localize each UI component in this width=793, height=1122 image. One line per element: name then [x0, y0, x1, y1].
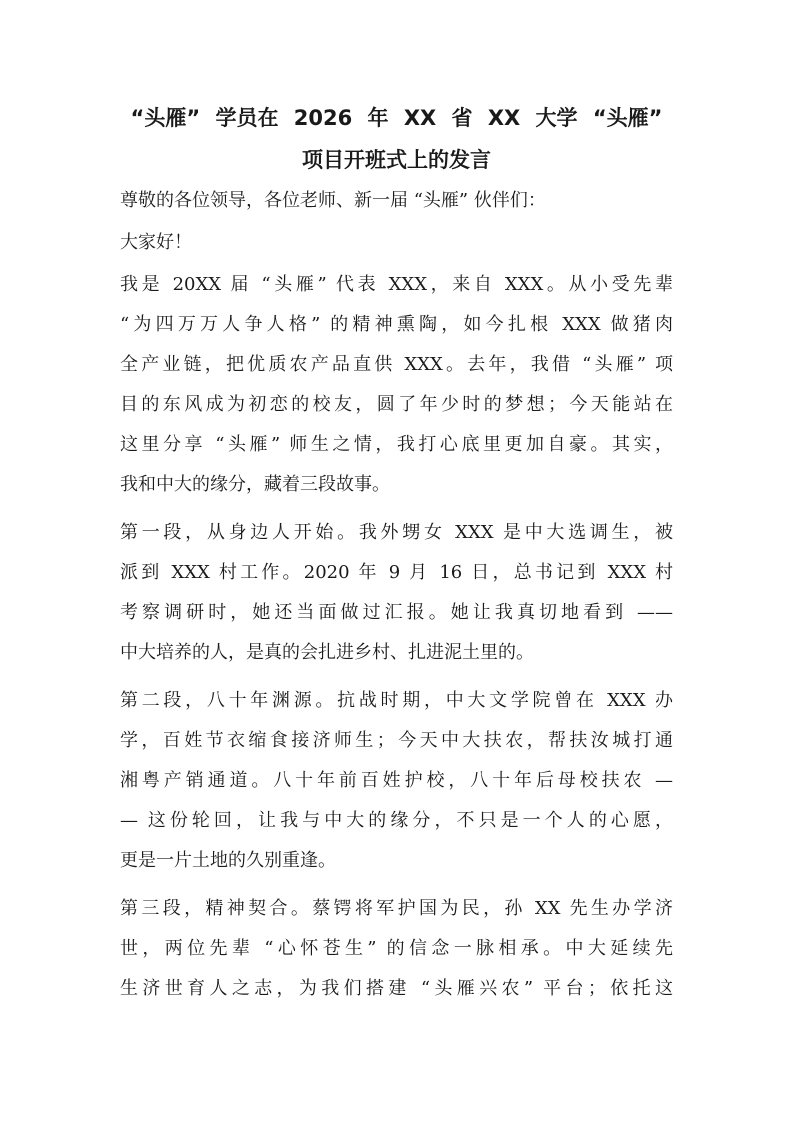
salutation-line: 尊敬的各位领导，各位老师、新一届 “头雁” 伙伴们：	[120, 190, 546, 211]
body-line: 中大培养的人，是真的会扎进乡村、扎进泥土里的。	[120, 642, 534, 663]
body-line: 派到 XXX 村工作。2020 年 9 月 16 日，总书记到 XXX 村	[120, 562, 673, 583]
body-line: 世，两位先辈 “心怀苍生” 的信念一脉相承。中大延续先	[120, 938, 673, 959]
body-line: 第二段，八十年渊源。抗战时期，中大文学院曾在 XXX 办	[120, 690, 673, 711]
body-line: 生济世育人之志，为我们搭建 “头雁兴农” 平台；依托这	[120, 978, 673, 999]
body-line: 更是一片土地的久别重逢。	[120, 850, 336, 871]
body-line: — 这份轮回，让我与中大的缘分，不只是一个人的心愿，	[120, 810, 673, 831]
body-line: 我是 20XX 届 “头雁” 代表 XXX，来自 XXX。从小受先辈	[120, 274, 673, 295]
body-line: 学，百姓节衣缩食接济师生；今天中大扶农，帮扶汝城打通	[120, 730, 673, 751]
body-line: 我和中大的缘分，藏着三段故事。	[120, 474, 390, 495]
body-line: 考察调研时，她还当面做过汇报。她让我真切地看到 ——	[120, 602, 673, 623]
greeting-line: 大家好！	[120, 232, 192, 253]
body-line: 湘粤产销通道。八十年前百姓护校，八十年后母校扶农 —	[120, 770, 673, 791]
body-line: 目的东风成为初恋的校友，圆了年少时的梦想；今天能站在	[120, 394, 673, 415]
body-line: 第一段，从身边人开始。我外甥女 XXX 是中大选调生，被	[120, 522, 673, 543]
body-line: “为四万万人争人格” 的精神熏陶，如今扎根 XXX 做猪肉	[120, 314, 673, 335]
body-line: 全产业链，把优质农产品直供 XXX。去年，我借 “头雁” 项	[120, 354, 673, 375]
body-line: 这里分享 “头雁” 师生之情，我打心底里更加自豪。其实，	[120, 434, 673, 455]
title-line-2: 项目开班式上的发言	[302, 148, 491, 172]
body-line: 第三段，精神契合。蔡锷将军护国为民，孙 XX 先生办学济	[120, 898, 673, 919]
title-line-1: “头雁” 学员在 2026 年 XX 省 XX 大学 “头雁”	[130, 106, 663, 130]
